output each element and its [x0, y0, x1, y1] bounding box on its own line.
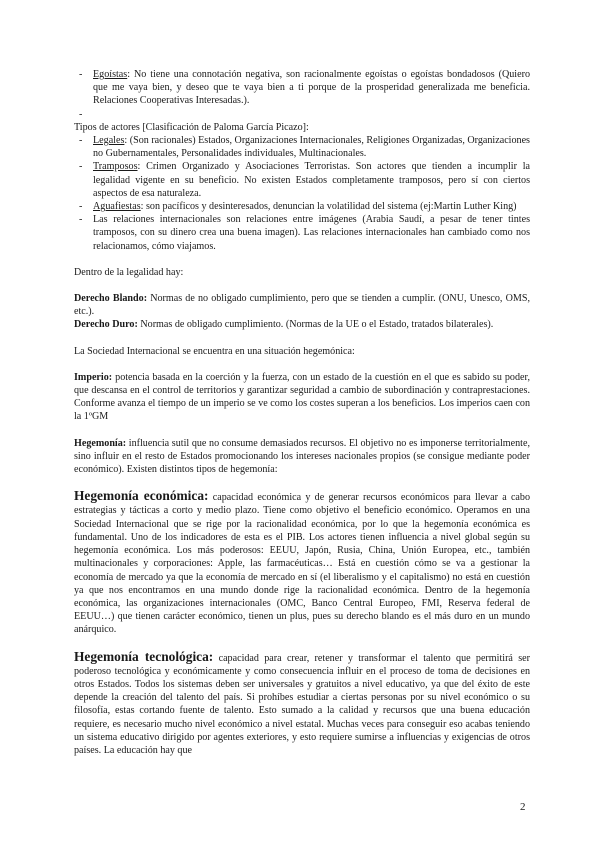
economica-paragraph — [74, 489, 530, 636]
list-item-legales — [93, 134, 530, 160]
derecho-blando — [74, 292, 530, 318]
term-hegemonia: Hegemonía: — [74, 437, 127, 449]
text-imagenes: Las relaciones internacionales son relaciones entre imágenes (Arabia Saudí, a pesar de tener tintes tramposos, con su dinero crea una buena imagen). Las relaciones internacionales han cambiado como nos relacionamos, cómo viajamos. — [93, 214, 530, 252]
text-duro: Normas de obligado cumplimiento. (Normas de la UE o el Estado, tratados bilaterales). — [137, 319, 494, 331]
list-item-tramposos — [93, 160, 530, 200]
imperio-paragraph — [74, 371, 530, 424]
text-aguafiestas: : son pacíficos y desinteresados, denuncian la volatilidad del sistema (ej:Martin Luther King) — [140, 201, 517, 213]
list-item-empty — [93, 108, 530, 121]
intro-list — [74, 68, 530, 121]
spacer — [74, 253, 530, 266]
term-legales: Legales — [93, 135, 125, 147]
hegemonia-paragraph — [74, 437, 530, 477]
page-number: 2 — [520, 801, 526, 813]
actors-title: Tipos de actores [Clasificación de Paloma García Picazo]: — [74, 121, 309, 133]
derecho-duro — [74, 318, 530, 331]
term-economica: Hegemonía económica: — [74, 488, 209, 504]
text-imperio: potencia basada en la coerción y la fuerza, con un estado de la cuestión en el que es sabido su poder, que descansa en el control de territorios y garantizar seguridad a cambio de subordinación y contraprestaciones. Conforme avanza el tiempo de un imperio se ve como los costes superan a los beneficios. Los imperios caen con la 1ºGM — [74, 371, 530, 423]
document-page — [74, 68, 530, 757]
list-item-egoistas — [93, 68, 530, 108]
term-imperio: Imperio: — [74, 371, 113, 383]
list-item-aguafiestas — [93, 200, 530, 213]
spacer — [74, 279, 530, 292]
term-aguafiestas: Aguafiestas — [93, 201, 141, 213]
list-item-imagenes — [93, 213, 530, 253]
text-legales: : (Son racionales) Estados, Organizaciones Internacionales, Religiones Organizadas, Organizaciones no Gubernamentales, Personalidades individuales, Multinacionales. — [93, 135, 530, 160]
text-hegemonia: influencia sutil que no consume demasiados recursos. El objetivo no es imponerse territorialmente, sino influir en el resto de Estados promocionando los intereses nacionales propios (se consigue mediante poder económico). Existen distintos tipos de hegemonía: — [74, 437, 530, 476]
spacer — [74, 332, 530, 345]
text-blando: Normas de no obligado cumplimiento, pero que se tienden a cumplir. (ONU, Unesco, OMS, etc.). — [74, 293, 530, 318]
term-blando: Derecho Blando: — [74, 293, 148, 305]
text-tramposos: : Crimen Organizado y Asociaciones Terroristas. Son actores que tienden a incumplir la legalidad vigente en su beneficio. No existen Estados completamente tramposos, pero sí con ciertos aspectos de esa naturaleza. — [93, 161, 530, 199]
tecnologica-paragraph — [74, 650, 530, 758]
text-economica: capacidad económica y de generar recursos económicos para llevar a cabo estrategias y tácticas a corto y medio plazo. Tiene como objetivo el beneficio económico. Operamos en una Sociedad Internacional que se rige por la racionalidad económica, por lo que la hegemonía económica es fundamental. Uno de los indicadores de esta es el PIB. Los actores tienen influencia a nivel global según su hegemonía económica. Los más poderosos: EEUU, Japón, Rusia, China, Unión Europea, etc., también multinacionales y corporaciones: Apple, las farmacéuticas… Está en cuestión cómo se va a gestionar la economía de mercado ya que la economía de mercado en sí (el liberalismo y el capitalismo) no está en cuestión ya que nos encontramos en una mundo donde rige la racionalidad económica. Dentro de la hegemonía económica, las organizaciones internacionales (OMC, Banco Central Europeo, FMI, Reserva federal de EEUU…) que tienen carácter económico, tienen un plus, pues su derecho blando es el más duro en un mundo anárquico. — [74, 492, 530, 636]
spacer — [74, 358, 530, 371]
legal-intro: Dentro de la legalidad hay: — [74, 266, 184, 278]
text-egoistas: : No tiene una connotación negativa, son racionalmente egoístas o egoístas bondadosos (Quiero que me vaya bien, y deseo que te vaya bien a ti porque de la prosperidad generalizada me beneficia. Relaciones Cooperativas Interesadas.). — [93, 69, 530, 107]
hegemonic-intro: La Sociedad Internacional se encuentra en una situación hegemónica: — [74, 345, 355, 357]
text-tecnologica: capacidad para crear, retener y transformar el talento que permitirá ser poderoso tecnológica y económicamente y como consecuencia influir en el proceso de toma de decisiones en otros Estados. Todos los sistemas deben ser universales y gratuitos a nivel educativo, ya que del éxito de este depende la creación del talento del país. Si prohíbes estudiar a ciertas personas por su nivel económico o su filosofía, estas cortando fuente de talento. Esto sumado a la calidad y recursos que una buena educación requiere, es necesario mucho nivel económico a nivel estatal. Muchas veces para conseguir eso acabas teniendo un sistema educativo dirigido por agentes exteriores, y esto requiere sumirse a influencias y exigencias de otros países. La educación hay que — [74, 652, 530, 756]
term-egoistas: Egoístas — [93, 69, 128, 80]
term-tramposos: Tramposos — [93, 161, 138, 173]
spacer — [74, 424, 530, 437]
actors-list — [74, 134, 530, 253]
term-tecnologica: Hegemonía tecnológica: — [74, 648, 214, 664]
term-duro: Derecho Duro: — [74, 319, 138, 331]
